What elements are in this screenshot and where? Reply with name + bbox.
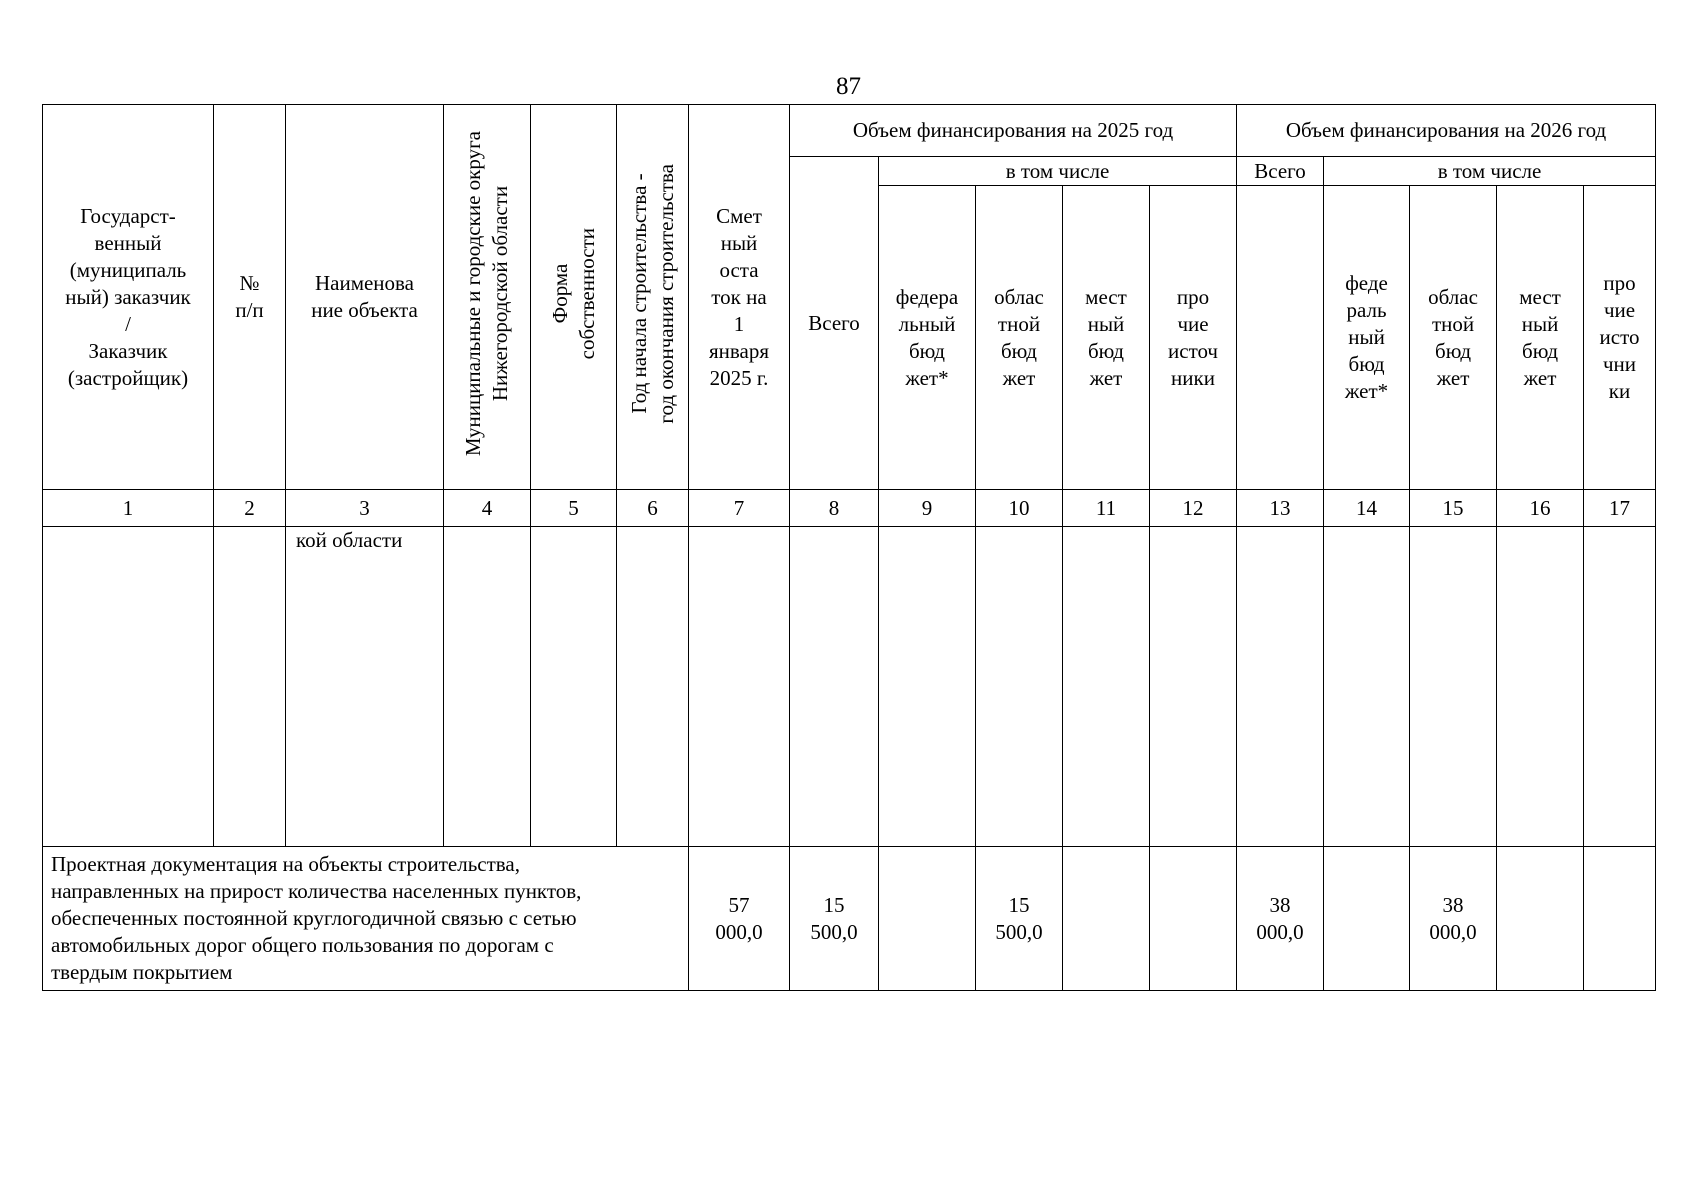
column-number: 17 [1584, 490, 1656, 527]
column-number: 4 [444, 490, 531, 527]
column-number: 15 [1410, 490, 1497, 527]
column-number: 14 [1324, 490, 1410, 527]
header-other-2025: про чие источ ники [1150, 186, 1237, 490]
header-ownership [531, 105, 617, 490]
continuation-row [43, 527, 1656, 847]
cell-years [617, 527, 689, 847]
column-number: 13 [1237, 490, 1324, 527]
cell-federal-2025 [879, 527, 976, 847]
column-number: 10 [976, 490, 1063, 527]
column-number: 16 [1497, 490, 1584, 527]
header-districts [444, 105, 531, 490]
column-number: 5 [531, 490, 617, 527]
summary-row [43, 847, 1656, 991]
cell-regional-2026 [1410, 527, 1497, 847]
header-estimate: Смет ный оста ток на 1 января 2025 г. [689, 105, 790, 490]
summary-other-2026 [1584, 847, 1656, 991]
cell-total-2026 [1237, 527, 1324, 847]
column-number: 3 [286, 490, 444, 527]
cell-ownership [531, 527, 617, 847]
column-number: 8 [790, 490, 879, 527]
summary-regional-2025: 15 500,0 [976, 847, 1063, 991]
column-number: 1 [43, 490, 214, 527]
summary-local-2025 [1063, 847, 1150, 991]
cell-other-2026 [1584, 527, 1656, 847]
header-total-2025: Всего [790, 157, 879, 490]
header-other-2026: про чие исто чни ки [1584, 186, 1656, 490]
header-customer: Государст- венный (муниципаль ный) заказчик / Заказчик (застройщик) [43, 105, 214, 490]
cell-local-2025 [1063, 527, 1150, 847]
cell-federal-2026 [1324, 527, 1410, 847]
column-number: 6 [617, 490, 689, 527]
cell-estimate [689, 527, 790, 847]
summary-estimate: 57 000,0 [689, 847, 790, 991]
column-number: 2 [214, 490, 286, 527]
summary-federal-2025 [879, 847, 976, 991]
header-years-text: Год начала строительства - год окончания строительства [626, 163, 678, 424]
header-including-2025: в том числе [879, 157, 1237, 186]
cell-local-2026 [1497, 527, 1584, 847]
cell-regional-2025 [976, 527, 1063, 847]
column-number: 11 [1063, 490, 1150, 527]
header-districts-text: Муниципальные и городские округа Нижегородской области [461, 130, 512, 457]
header-regional-2025: облас тной бюд жет [976, 186, 1063, 490]
header-local-2026: мест ный бюд жет [1497, 186, 1584, 490]
summary-label: Проектная документация на объекты строительства, направленных на прирост количества населенных пунктов, обеспеченных постоянной круглогодичной связью с сетью автомобильных дорог общего пользования по дорогам с твердым покрытием [43, 847, 689, 991]
financing-table [42, 104, 1656, 991]
summary-other-2025 [1150, 847, 1237, 991]
cell-object-name: кой области [286, 527, 444, 847]
header-row-1 [43, 105, 1656, 157]
cell-total-2025 [790, 527, 879, 847]
header-number: № п/п [214, 105, 286, 490]
page-number: 87 [836, 73, 861, 100]
header-local-2025: мест ный бюд жет [1063, 186, 1150, 490]
column-number: 7 [689, 490, 790, 527]
header-funding-2025: Объем финансирования на 2025 год [790, 105, 1237, 157]
header-funding-2026: Объем финансирования на 2026 год [1237, 105, 1656, 157]
summary-total-2026: 38 000,0 [1237, 847, 1324, 991]
header-including-2026: в том числе [1324, 157, 1656, 186]
header-federal-2026: феде раль ный бюд жет* [1324, 186, 1410, 490]
summary-local-2026 [1497, 847, 1584, 991]
header-total-2026: Всего [1237, 157, 1324, 186]
summary-federal-2026 [1324, 847, 1410, 991]
header-years [617, 105, 689, 490]
summary-regional-2026: 38 000,0 [1410, 847, 1497, 991]
cell-customer [43, 527, 214, 847]
header-object-name: Наименова ние объекта [286, 105, 444, 490]
cell-district [444, 527, 531, 847]
column-number: 12 [1150, 490, 1237, 527]
cell-number [214, 527, 286, 847]
header-regional-2026: облас тной бюд жет [1410, 186, 1497, 490]
header-ownership-text: Форма собственности [547, 227, 599, 360]
cell-other-2025 [1150, 527, 1237, 847]
column-number: 9 [879, 490, 976, 527]
column-number-row [43, 490, 1656, 527]
summary-total-2025: 15 500,0 [790, 847, 879, 991]
header-total-2026-blank [1237, 186, 1324, 490]
header-federal-2025: федера льный бюд жет* [879, 186, 976, 490]
